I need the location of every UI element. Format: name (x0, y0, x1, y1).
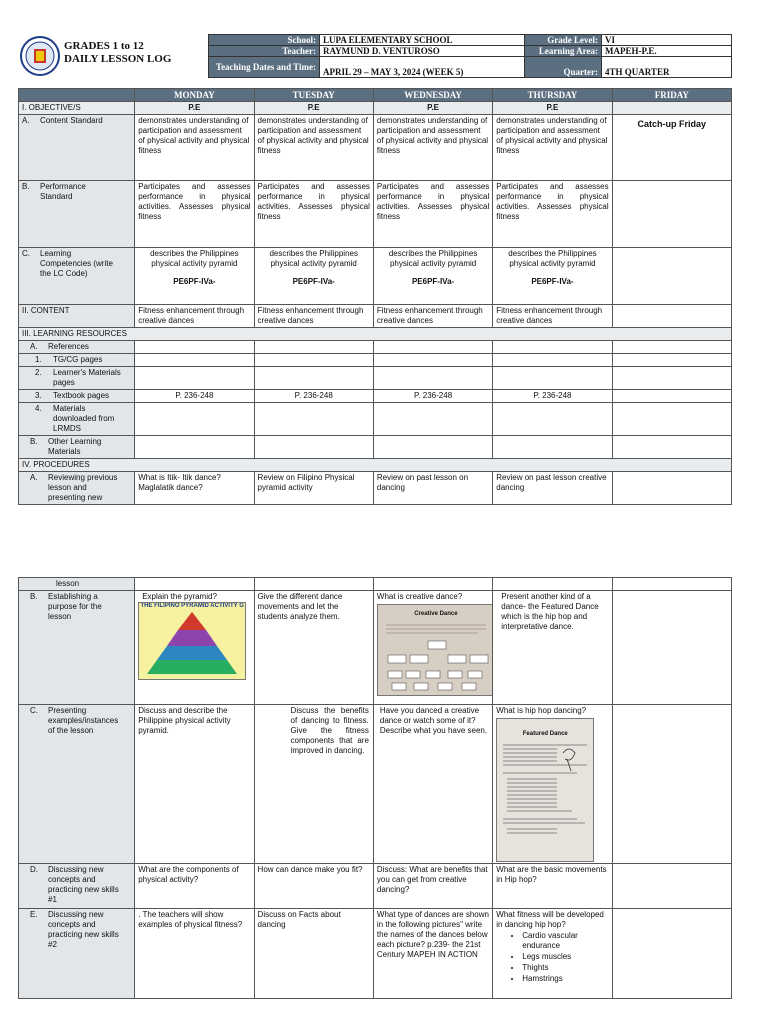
day-tuesday: TUESDAY (254, 89, 373, 102)
textbook-tue: P. 236-248 (254, 390, 373, 403)
subject-thu: P.E (493, 102, 612, 115)
performance-standard-wed: Participates and assesses performance in physical activities. Assesses physical fitness (373, 181, 492, 248)
reviewing-mon: What is Itik- Itik dance? Maglalatik dance? (135, 472, 254, 505)
content-thu: Fitness enhancement through creative dances (493, 305, 612, 328)
row-label-competencies: C. Learning Competencies (write the LC Code) (19, 248, 135, 305)
content-standard-thu: demonstrates understanding of participation and assessment of physical activity and physical fitness (493, 115, 612, 181)
new2-wed: What type of dances are shown in the following pictures" write the names of the dances below each picture? p.239- the 21st Century MAPEH IN ACTION (373, 909, 492, 999)
document-title: GRADES 1 to 12 DAILY LESSON LOG (64, 40, 172, 65)
grade-value: VI (602, 35, 732, 46)
grade-label: Grade Level: (525, 35, 602, 46)
filipino-pyramid-image: THE FILIPINO PYRAMID ACTIVITY G (138, 602, 246, 680)
objectives-section-row (19, 102, 732, 115)
purpose-tue: Give the different dance movements and let the students analyze them. (254, 591, 373, 705)
table-row (19, 115, 732, 181)
list-item: • Hamstrings (522, 974, 608, 984)
competency-mon: describes the Philippines physical activity pyramid PE6PF-IVa- (135, 248, 254, 305)
content-standard-mon: demonstrates understanding of participation and assessment of physical activity and physical fitness (135, 115, 254, 181)
row-label-tg: 1. TG/CG pages (19, 354, 135, 367)
list-item: • Thights (522, 963, 608, 973)
deped-seal-icon (20, 36, 60, 76)
purpose-wed: What is creative dance? Creative Dance (373, 591, 492, 705)
content-mon: Fitness enhancement through creative dances (135, 305, 254, 328)
new1-mon: What are the components of physical activity? (135, 864, 254, 909)
day-wednesday: WEDNESDAY (373, 89, 492, 102)
dates-value: APRIL 29 – MAY 3, 2024 (WEEK 5) (320, 57, 525, 78)
table-row (19, 305, 732, 328)
subject-mon: P.E (135, 102, 254, 115)
table-row (19, 341, 732, 354)
subject-wed: P.E (373, 102, 492, 115)
table-row (19, 909, 732, 999)
day-header-row (19, 89, 732, 102)
log-header (18, 34, 732, 78)
school-value: LUPA ELEMENTARY SCHOOL (320, 35, 525, 46)
table-row (19, 248, 732, 305)
day-monday: MONDAY (135, 89, 254, 102)
objectives-heading: I. OBJECTIVE/S (19, 102, 135, 115)
catch-up-friday: Catch-up Friday (612, 115, 731, 181)
area-label: Learning Area: (525, 46, 602, 57)
content-wed: Fitness enhancement through creative dances (373, 305, 492, 328)
competency-thu: describes the Philippines physical activity pyramid PE6PF-IVa- (493, 248, 612, 305)
competency-wed: describes the Philippines physical activity pyramid PE6PF-IVa- (373, 248, 492, 305)
table-row (19, 472, 732, 505)
new1-tue: How can dance make you fit? (254, 864, 373, 909)
lesson-log-table-page1 (18, 88, 732, 505)
table-row (19, 436, 732, 459)
reviewing-thu: Review on past lesson creative dancing (493, 472, 612, 505)
table-row (19, 864, 732, 909)
row-label-reviewing: A. Reviewing previous lesson and presenting new (19, 472, 135, 505)
purpose-mon: Explain the pyramid? THE FILIPINO PYRAMID ACTIVITY G (135, 591, 254, 705)
lesson-log-table-page2 (18, 577, 732, 999)
resources-heading: III. LEARNING RESOURCES (19, 328, 732, 341)
new2-thu: What fitness will be developed in dancing hip hop? • Cardio vascular endurance • Legs muscles • Thights • Hamstrings (493, 909, 612, 999)
list-item: • Legs muscles (522, 952, 608, 962)
row-label-purpose: B. Establishing a purpose for the lesson (19, 591, 135, 705)
examples-mon: Discuss and describe the Philippine physical activity pyramid. (135, 705, 254, 864)
text-page-graphic-icon (497, 739, 593, 864)
school-label: School: (209, 35, 320, 46)
content-tue: Fitness enhancement through creative dances (254, 305, 373, 328)
content-standard-wed: demonstrates understanding of participation and assessment of physical activity and physical fitness (373, 115, 492, 181)
dates-label: Teaching Dates and Time: (209, 57, 320, 78)
area-value: MAPEH-P.E. (602, 46, 732, 57)
list-item: • Cardio vascular endurance (522, 931, 608, 951)
content-standard-tue: demonstrates understanding of participation and assessment of physical activity and physical fitness (254, 115, 373, 181)
pyramid-graphic-icon (139, 610, 245, 678)
header-info-table (208, 34, 732, 78)
quarter-label: Quarter: (525, 57, 602, 78)
table-row (19, 591, 732, 705)
table-row (19, 578, 732, 591)
resources-section-row (19, 328, 732, 341)
row-label-lrmds: 4. Materials downloaded from LRMDS (19, 403, 135, 436)
row-label-performance-standard: B. Performance Standard (19, 181, 135, 248)
dance-chart-graphic-icon (378, 619, 493, 697)
new2-mon: . The teachers will show examples of physical fitness? (135, 909, 254, 999)
row-label-references: A. References (19, 341, 135, 354)
row-label-content-standard: A. Content Standard (19, 115, 135, 181)
row-label-textbook: 3. Textbook pages (19, 390, 135, 403)
row-label-lm: 2. Learner's Materials pages (19, 367, 135, 390)
day-thursday: THURSDAY (493, 89, 612, 102)
quarter-value: 4TH QUARTER (602, 57, 732, 78)
examples-tue: Discuss the benefits of dancing to fitness. Give the fitness components that are improved in dancing. (254, 705, 373, 864)
new1-thu: What are the basic movements in Hip hop? (493, 864, 612, 909)
performance-standard-mon: Participates and assesses performance in physical activities. Assesses physical fitness (135, 181, 254, 248)
table-row (19, 181, 732, 248)
fitness-list (496, 931, 608, 984)
day-friday: FRIDAY (612, 89, 731, 102)
textbook-mon: P. 236-248 (135, 390, 254, 403)
table-row (19, 367, 732, 390)
reviewing-wed: Review on past lesson on dancing (373, 472, 492, 505)
teacher-value: RAYMUND D. VENTUROSO (320, 46, 525, 57)
textbook-thu: P. 236-248 (493, 390, 612, 403)
row-label-reviewing-cont: lesson (19, 578, 135, 591)
performance-standard-tue: Participates and assesses performance in physical activities. Assesses physical fitness (254, 181, 373, 248)
row-label-other-materials: B. Other Learning Materials (19, 436, 135, 459)
new2-tue: Discuss on Facts about dancing (254, 909, 373, 999)
performance-standard-thu: Participates and assesses performance in physical activities. Assesses physical fitness (493, 181, 612, 248)
new1-wed: Discuss: What are benefits that you can get from creative dancing? (373, 864, 492, 909)
textbook-wed: P. 236-248 (373, 390, 492, 403)
procedures-section-row (19, 459, 732, 472)
row-label-new-concepts-1: D. Discussing new concepts and practicing new skills #1 (19, 864, 135, 909)
subject-tue: P.E (254, 102, 373, 115)
row-label-new-concepts-2: E. Discussing new concepts and practicing new skills #2 (19, 909, 135, 999)
featured-dance-image: Featured Dance (496, 718, 594, 862)
examples-thu: What is hip hop dancing? Featured Dance (493, 705, 612, 864)
teacher-label: Teacher: (209, 46, 320, 57)
purpose-thu: Present another kind of a dance- the Featured Dance which is the hip hop and interpretative dance. (493, 591, 612, 705)
competency-tue: describes the Philippines physical activity pyramid PE6PF-IVa- (254, 248, 373, 305)
table-row (19, 390, 732, 403)
creative-dance-image: Creative Dance (377, 604, 493, 696)
reviewing-tue: Review on Filipino Physical pyramid activity (254, 472, 373, 505)
procedures-heading: IV. PROCEDURES (19, 459, 732, 472)
table-row (19, 403, 732, 436)
content-heading: II. CONTENT (19, 305, 135, 328)
row-label-examples: C. Presenting examples/instances of the lesson (19, 705, 135, 864)
examples-wed: Have you danced a creative dance or watch some of it? Describe what you have seen. (373, 705, 492, 864)
table-row (19, 705, 732, 864)
table-row (19, 354, 732, 367)
